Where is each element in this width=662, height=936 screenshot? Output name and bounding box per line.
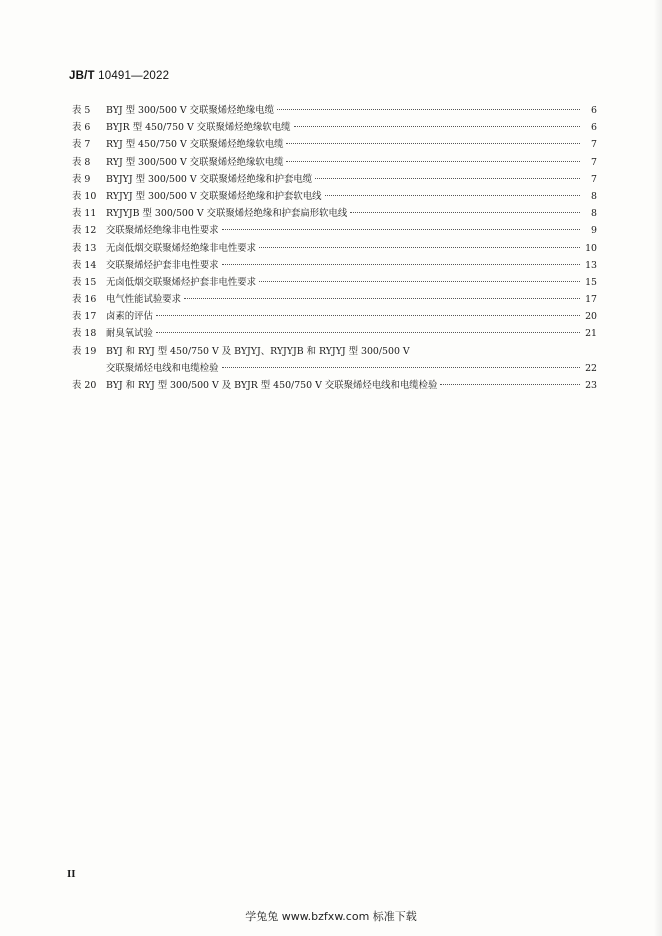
toc-entry-label: 表 15: [72, 276, 97, 288]
toc-entry-title-line1: BYJ 和 RYJ 型 450/750 V 及 BYJYJ、RYJYJB 和 RYJYJ 型 300/500 V: [106, 345, 410, 357]
toc-entry[interactable]: [72, 291, 597, 308]
toc-entry-title: 交联聚烯烃绝缘非电性要求: [106, 225, 219, 237]
page-number-roman: II: [67, 868, 76, 880]
toc-entry-label: 表 9: [72, 173, 91, 185]
dot-leader: [315, 178, 580, 179]
toc-entry[interactable]: [72, 222, 597, 239]
dot-leader: [286, 143, 580, 144]
toc-entry-title: RYJ 型 300/500 V 交联聚烯烃绝缘软电缆: [106, 156, 284, 168]
toc-entry-label: 表 6: [72, 122, 91, 134]
toc-entry-label: 表 20: [72, 380, 97, 391]
toc-entry-title-line2: 交联聚烯烃电线和电缆检验: [106, 362, 219, 374]
toc-entry-label: 表 19: [72, 345, 97, 357]
toc-entry[interactable]: [72, 136, 597, 153]
toc-entry[interactable]: [72, 171, 597, 188]
toc-entry[interactable]: [72, 257, 597, 274]
dot-leader: [440, 384, 580, 385]
toc-entry-page: 17: [585, 294, 597, 306]
toc-entry-label: 表 14: [72, 259, 97, 271]
toc-entry-page: 13: [585, 259, 597, 271]
dot-leader: [156, 315, 580, 316]
toc-entry-title: BYJ 和 RYJ 型 300/500 V 及 BYJR 型 450/750 V 交联聚烯烃电线和电缆检验: [106, 380, 438, 391]
table-of-contents: [72, 102, 597, 394]
toc-entry-page: 22: [585, 362, 597, 374]
toc-entry-title: RYJ 型 450/750 V 交联聚烯烃绝缘软电缆: [106, 139, 284, 151]
dot-leader: [277, 109, 580, 110]
toc-entry-label: 表 5: [72, 105, 91, 116]
toc-entry-title: 交联聚烯烃护套非电性要求: [106, 259, 219, 271]
dot-leader: [350, 212, 580, 213]
toc-entry[interactable]: [72, 205, 597, 222]
toc-entry-label: 表 13: [72, 242, 97, 254]
toc-entry-title: BYJYJ 型 300/500 V 交联聚烯烃绝缘和护套电缆: [106, 173, 313, 185]
page-edge-shadow: [654, 0, 662, 936]
toc-entry[interactable]: [72, 102, 597, 119]
doc-code-prefix: JB/T: [69, 70, 95, 82]
toc-entry-label: 表 11: [72, 208, 97, 220]
dot-leader: [156, 332, 580, 333]
toc-entry-page: 9: [591, 225, 597, 237]
toc-entry-title: RYJYJ 型 300/500 V 交联聚烯烃绝缘和护套软电线: [106, 190, 322, 202]
toc-entry-page: 20: [585, 311, 597, 323]
toc-entry-label: 表 10: [72, 190, 97, 202]
toc-entry-title: 电气性能试验要求: [106, 294, 182, 306]
toc-entry-label: 表 16: [72, 294, 97, 306]
toc-entry-label: 表 17: [72, 311, 97, 323]
dot-leader: [259, 247, 580, 248]
toc-entry-title: 无卤低烟交联聚烯烃护套非电性要求: [106, 276, 257, 288]
dot-leader: [184, 298, 580, 299]
toc-entry-title: RYJYJB 型 300/500 V 交联聚烯烃绝缘和护套扁形软电线: [106, 208, 348, 220]
document-code: [69, 70, 169, 82]
toc-entry-page: 6: [591, 122, 597, 134]
toc-entry-page: 21: [585, 328, 597, 340]
toc-entry-page: 7: [591, 173, 597, 185]
dot-leader: [259, 281, 580, 282]
toc-entry-page: 8: [591, 190, 597, 202]
dot-leader: [294, 126, 581, 127]
toc-entry[interactable]: [72, 325, 597, 342]
toc-entry-19-continued[interactable]: [72, 360, 597, 377]
footer-watermark: 学兔兔 www.bzfxw.com 标准下载: [245, 910, 417, 923]
toc-entry-page: 7: [591, 156, 597, 168]
toc-entry-title: BYJ 型 300/500 V 交联聚烯烃绝缘电缆: [106, 105, 275, 116]
dot-leader: [325, 195, 580, 196]
toc-entry[interactable]: [72, 119, 597, 136]
doc-code-number: 10491—2022: [98, 70, 170, 82]
toc-entry-title: BYJR 型 450/750 V 交联聚烯烃绝缘软电缆: [106, 122, 291, 134]
toc-entry-page: 7: [591, 139, 597, 151]
toc-entry-label: 表 7: [72, 139, 91, 151]
toc-entry-title: 耐臭氧试验: [106, 328, 153, 340]
dot-leader: [222, 229, 580, 230]
toc-entry[interactable]: [72, 308, 597, 325]
toc-entry-19[interactable]: [72, 343, 597, 360]
toc-entry[interactable]: [72, 274, 597, 291]
dot-leader: [286, 161, 580, 162]
toc-entry[interactable]: [72, 154, 597, 171]
toc-entry-20[interactable]: [72, 377, 597, 394]
toc-entry[interactable]: [72, 240, 597, 257]
toc-entry-label: 表 18: [72, 328, 97, 340]
toc-entry-page: 23: [585, 380, 597, 391]
dot-leader: [222, 367, 580, 368]
toc-entry-label: 表 8: [72, 156, 91, 168]
toc-entry-page: 6: [591, 105, 597, 116]
toc-entry-page: 10: [585, 242, 597, 254]
dot-leader: [222, 264, 580, 265]
toc-entry-title: 卤素的评估: [106, 311, 153, 323]
toc-entry-page: 15: [585, 276, 597, 288]
toc-entry-title: 无卤低烟交联聚烯烃绝缘非电性要求: [106, 242, 257, 254]
toc-entry[interactable]: [72, 188, 597, 205]
toc-entry-page: 8: [591, 208, 597, 220]
toc-entry-label: 表 12: [72, 225, 97, 237]
